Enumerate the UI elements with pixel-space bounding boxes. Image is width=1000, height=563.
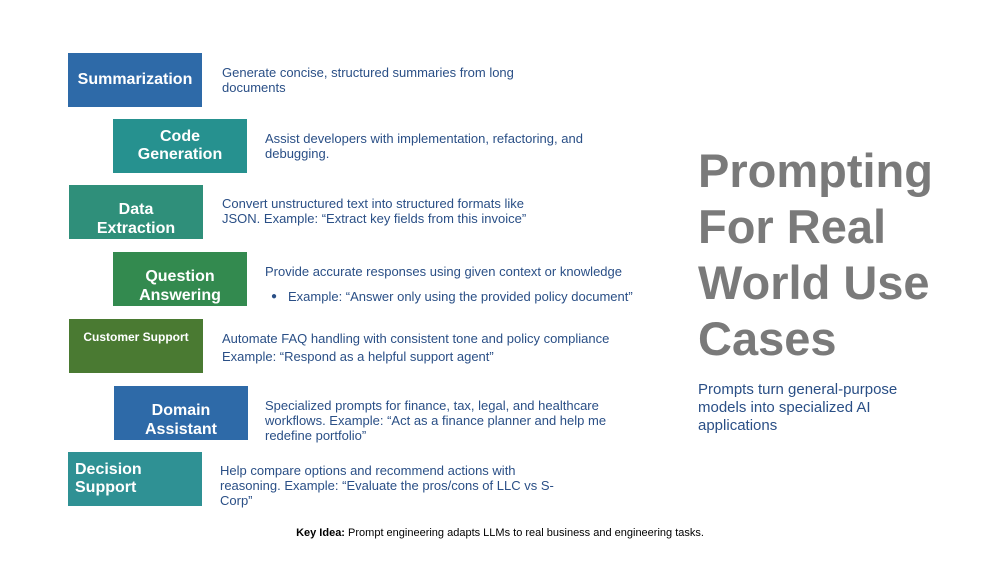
question-answering-label-line1: Question (145, 268, 215, 286)
summarization-label: Summarization (77, 70, 193, 88)
domain-assistant-label-line2: Assistant (144, 420, 218, 438)
decision-support-label-line1: Decision (75, 460, 142, 478)
question-answering-description: Provide accurate responses using given context or knowledge ● Example: “Answer only using the provided policy document” (265, 264, 685, 304)
customer-support-description: Automate FAQ handling with consistent tone and policy compliance Example: “Respond as a helpful support agent” (222, 331, 610, 364)
question-answering-bullet-text: Example: “Answer only using the provided policy document” (288, 289, 633, 304)
decision-support-box (68, 452, 202, 506)
decision-support-description: Help compare options and recommend actions with reasoning. Example: “Evaluate the pros/cons of LLC vs S-Corp” (220, 463, 554, 508)
question-answering-label-line2: Answering (139, 286, 221, 304)
domain-assistant-description: Specialized prompts for finance, tax, legal, and healthcare workflows. Example: “Act as a finance planner and help me redefine portfolio” (265, 398, 607, 443)
code-generation-label-line2: Generation (137, 146, 223, 163)
summarization-box (68, 53, 202, 107)
bullet-dot-icon: ● (271, 291, 278, 302)
question-answering-box (113, 252, 247, 306)
code-generation-box (113, 119, 247, 173)
data-extraction-description: Convert unstructured text into structured formats like JSON. Example: “Extract key fields from this invoice” (222, 196, 527, 226)
data-extraction-label-line2: Extraction (96, 219, 176, 237)
slide-title: Prompting For Real World Use Cases (698, 144, 933, 365)
domain-assistant-box (114, 386, 248, 440)
code-generation-label-line1: Code (160, 127, 200, 145)
key-idea-text: Prompt engineering adapts LLMs to real business and engineering tasks. (344, 527, 704, 539)
customer-support-box (69, 319, 203, 373)
data-extraction-box (69, 185, 203, 239)
question-answering-bullet (265, 289, 685, 304)
data-extraction-label-line1: Data (118, 201, 154, 219)
decision-support-label-line2: Support (75, 479, 137, 496)
customer-support-label: Customer Support (83, 330, 189, 344)
slide-subtitle: Prompts turn general-purpose models into specialized AI applications (698, 381, 898, 434)
summarization-description: Generate concise, structured summaries from long documents (222, 65, 514, 95)
domain-assistant-label-line1: Domain (151, 402, 211, 420)
code-generation-description: Assist developers with implementation, refactoring, and debugging. (265, 131, 583, 161)
key-idea-label: Key Idea: (296, 527, 345, 539)
key-idea-footer (0, 527, 1000, 539)
